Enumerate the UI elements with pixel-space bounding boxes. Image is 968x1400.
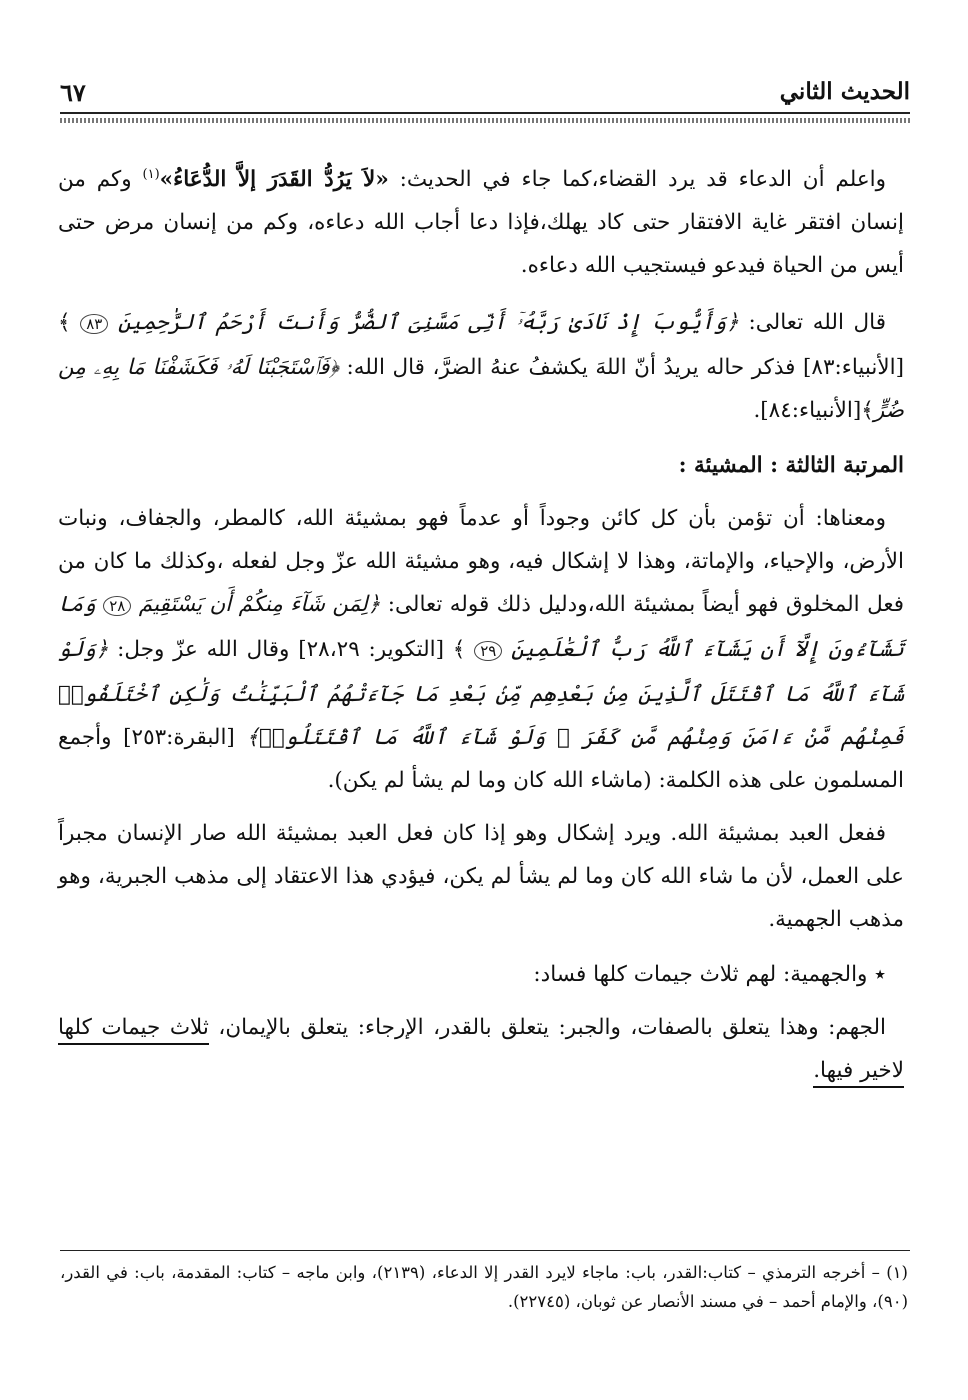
- page-header: [60, 72, 910, 112]
- paragraph-dua: [58, 158, 904, 287]
- quran-verse: ﴿لِمَن شَآءَ مِنكُمْ أَن يَسْتَقِيمَ: [138, 592, 381, 617]
- paragraph-text: الجهم: وهذا يتعلق بالصفات، والجبر: يتعلق بالقدر، الإرجاء: يتعلق بالإيمان،: [208, 1015, 886, 1040]
- footnote-ref: (١): [142, 166, 160, 182]
- verse-reference: ﴾[الأنبياء:٨٤].: [753, 398, 874, 423]
- paragraph-text: فذكر حاله يريدُ أنّ اللهَ يكشفُ عنهُ الضرَّ، قال الله:: [338, 355, 803, 380]
- header-rule-dotted: [60, 118, 910, 123]
- verse-reference: ﴾ [الأنبياء:٨٣]: [58, 310, 904, 380]
- quran-verse: ﴿فَٱسْتَجَبْنَا لَهُۥ فَكَشَفْنَا مَا بِهِۦ مِن ضُرٍّ: [58, 355, 904, 423]
- paragraph-three-jeems: [58, 1006, 904, 1092]
- main-text: [58, 158, 904, 1092]
- paragraph-text: واعلم أن الدعاء قد يرد القضاء،كما جاء في الحديث:: [388, 167, 887, 192]
- quran-verse: وَمَا تَشَآءُونَ إِلَّآ أَن يَشَآءَ ٱللَّهُ رَبُّ ٱلْعَٰلَمِينَ: [58, 592, 904, 662]
- verse-reference: [البقرة:٢٥٣]: [123, 725, 247, 750]
- paragraph-mashia: [58, 497, 904, 802]
- hadith-quote: «لاَ يَرُدُّ القَدَرَ إلاَّ الدُّعَاءُ»: [159, 167, 389, 192]
- paragraph-jahmiyya: ٭ والجهمية: لهم ثلاث جيمات كلها فساد:: [533, 962, 886, 987]
- quran-verse: ﴿وَلَوْ شَآءَ ٱللَّهُ مَا ٱقْتَتَلَ ٱلَّذِينَ مِنۢ بَعْدِهِم مِّنۢ بَعْدِ مَا جَآءَتْهُمُ ٱلْبَيِّنَٰتُ وَلَٰكِنِ ٱخْتَلَفُوا۟ فَمِنْهُم مَّنْ ءَامَنَ وَمِنْهُم مَّن كَفَرَ ۚ وَلَوْ شَآءَ ٱللَّهُ مَا ٱقْتَتَلُوا۟﴾: [58, 637, 904, 750]
- ayah-number: ٢٩: [474, 641, 502, 661]
- section-heading: المرتبة الثالثة : المشيئة :: [678, 453, 904, 478]
- paragraph-ayyub: [58, 301, 904, 432]
- paragraph-text: وكم من إنسان افتقر غاية الافتقار حتى كاد يهلك،فإذا دعا أجاب الله دعاءه، وكم من إنسان مرض حتى أيس من الحياة فيدعو فيستجيب الله دعاءه.: [58, 167, 904, 278]
- footnote: [60, 1258, 908, 1316]
- paragraph-text: ومعناها: أن تؤمن بأن كل كائن وجوداً أو عدماً فهو بمشيئة الله، كالمطر، والجفاف، ونبات الأرض، والإحياء، والإماتة، وهذا لا إشكال فيه، وهو مشيئة الله عزّ وجل لفعله ،وكذلك ما كان من فعل المخلوق فهو أيضاً بمشيئة الله،ودليل ذلك قوله تعالى:: [58, 506, 904, 617]
- footnote-rule: [60, 1250, 910, 1251]
- chapter-title: الحديث الثاني: [779, 78, 910, 105]
- ayah-number: ٢٨: [103, 596, 131, 616]
- page-number: ٦٧: [60, 78, 86, 107]
- verse-reference: ﴾ [التكوير: ٢٨،٢٩]: [298, 637, 466, 662]
- footnote-text: (١) – أخرجه الترمذي – كتاب:القدر، باب: ماجاء لايرد القدر إلا الدعاء، (٢١٣٩)، وابن ماجه – كتاب: المقدمة، باب: في القدر، (٩٠)، والإمام أحمد – في مسند الأنصار عن ثوبان، (٢٢٧٤٥).: [60, 1263, 908, 1311]
- paragraph-text: وأجمع المسلمون على هذه الكلمة: (ماشاء الله كان وما لم يشأ لم يكن).: [58, 725, 904, 793]
- ayah-number: ٨٣: [80, 314, 108, 334]
- quran-verse: ﴿وَأَيُّوبَ إِذْ نَادَىٰ رَبَّهُۥٓ أَنِّى مَسَّنِىَ ٱلضُّرُّ وَأَنتَ أَرْحَمُ ٱلرَّٰحِمِينَ: [117, 310, 739, 335]
- underlined-text: ثلاث جيمات كلها لاخير فيها.: [58, 1015, 904, 1088]
- header-rule: [60, 112, 910, 114]
- paragraph-text: وقال الله عزّ وجل:: [108, 637, 299, 662]
- paragraph-text: قال الله تعالى:: [738, 310, 886, 335]
- paragraph-ishkal: ففعل العبد بمشيئة الله. ويرد إشكال وهو إذا كان فعل العبد بمشيئة الله صار الإنسان مجبراً على العمل، لأن ما شاء الله كان وما لم يشأ لم يكن، فيؤدي هذا الاعتقاد إلى مذهب الجبرية، وهو مذهب الجهمية.: [58, 821, 904, 932]
